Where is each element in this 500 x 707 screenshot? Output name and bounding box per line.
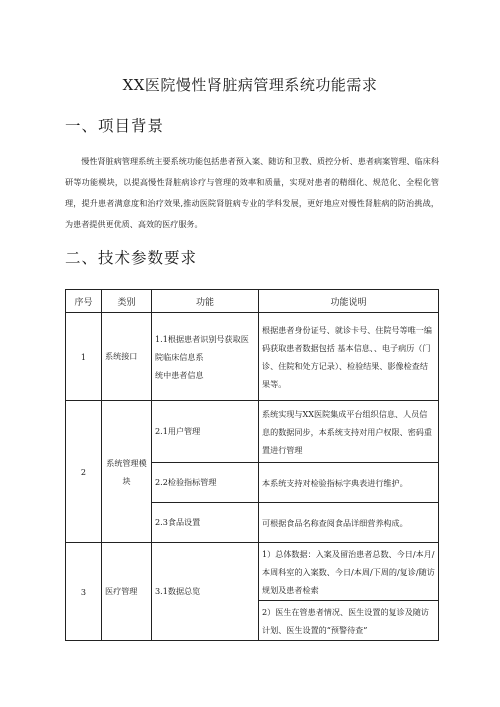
section-heading-background: 一、项目背景 (65, 117, 165, 135)
row-description: 2）医生在管患者情况、医生设置的复诊及随访计划、医生设置的“预警待查” (259, 601, 439, 641)
table-row (66, 543, 439, 601)
function-line: 1.1根据患者识别号获取医 (155, 333, 249, 344)
function-line: 统中患者信息 (155, 369, 204, 380)
section-heading-tech-params: 二、技术参数要求 (65, 249, 198, 267)
row-description: 可根据食品名称查阅食品详细营养构成。 (259, 503, 439, 543)
header-function: 功能 (152, 290, 259, 313)
row-no: 1 (66, 313, 102, 401)
header-description: 功能说明 (259, 290, 439, 313)
table-header-row (66, 290, 439, 313)
row-description: 本系统支持对检验指标字典表进行维护。 (259, 463, 439, 503)
requirements-table (65, 289, 439, 641)
row-category: 医疗管理 (102, 543, 152, 641)
table-row (66, 401, 439, 463)
header-no: 序号 (66, 290, 102, 313)
row-function: 2.1用户管理 (152, 401, 259, 463)
row-function (152, 313, 259, 401)
row-category: 系统接口 (102, 313, 152, 401)
row-no: 2 (66, 401, 102, 543)
header-category: 类别 (102, 290, 152, 313)
row-description: 系统实现与XX医院集成平台组织信息、人员信息的数据同步，本系统支持对用户权限、密码重置进行管理 (259, 401, 439, 463)
row-no: 3 (66, 543, 102, 641)
row-function: 3.1数据总览 (152, 543, 259, 641)
row-category: 系统管理模块 (102, 401, 152, 543)
document-title: XX医院慢性肾脏病管理系统功能需求 (122, 76, 378, 94)
row-description: 根据患者身份证号、就诊卡号、住院号等唯一编码获取患者数据包括 基本信息、、电子病历（门诊、住院和处方记录）、检验结果、影像检查结果等。 (259, 313, 439, 401)
function-line: 院临床信息系 (155, 351, 204, 362)
row-description: 1）总体数据：入案及留治患者总数、今日/本月/本周科室的入案数、今日/本周/下周的/复诊/随访规划及患者检索 (259, 543, 439, 601)
background-paragraph: 慢性肾脏病管理系统主要系统功能包括患者预入案、随访和卫教、质控分析、患者病案管理、临床科研等功能模块，以提高慢性肾脏病诊疗与管理的效率和质量，实现对患者的精细化、规范化、全程化管理，提升患者满意度和治疗效果,推动医院肾脏病专业的学科发展，更好地应对慢性肾脏病的防治挑战，为患者提供更优质、高效的医疗服务。 (65, 156, 439, 229)
table-row (66, 313, 439, 401)
row-function: 2.2检验指标管理 (152, 463, 259, 503)
row-function: 2.3食品设置 (152, 503, 259, 543)
